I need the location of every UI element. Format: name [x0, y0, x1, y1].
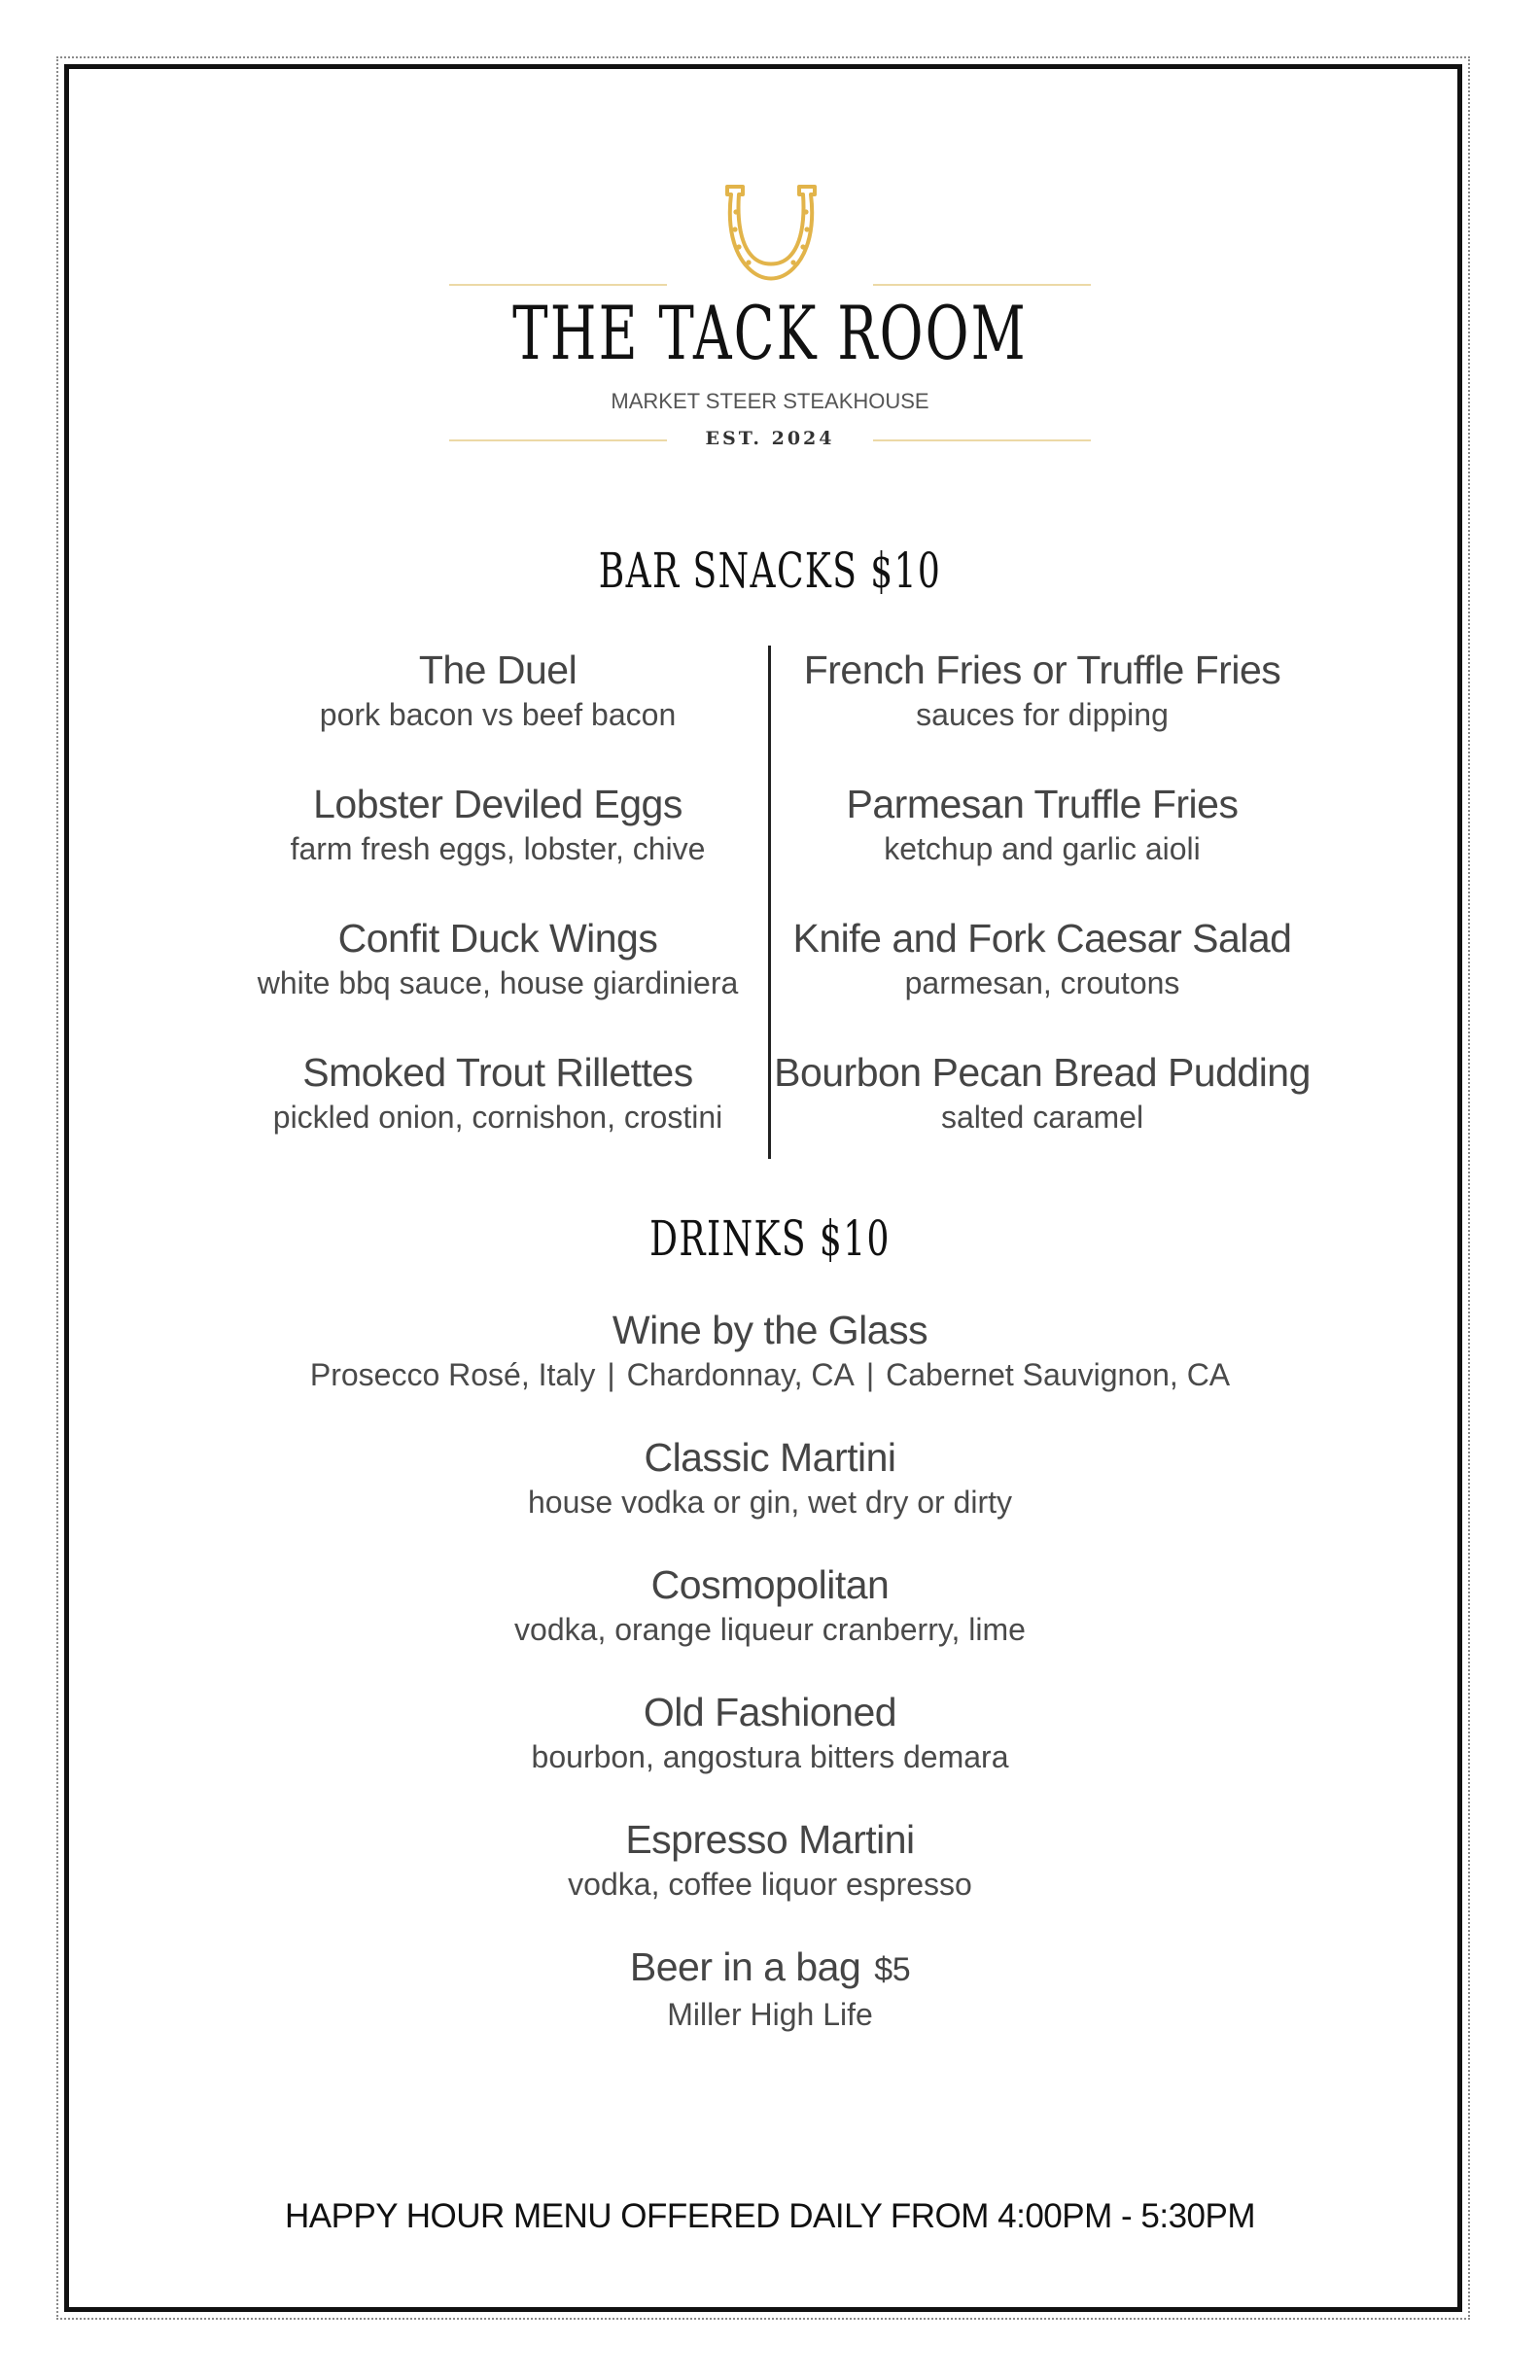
item-name: Smoked Trout Rillettes [302, 1050, 693, 1095]
item-name: Espresso Martini [625, 1817, 915, 1862]
drinks-list [0, 1305, 1540, 2069]
logo-rule-top-right [873, 284, 1091, 286]
item-name: Lobster Deviled Eggs [313, 782, 682, 826]
item-name: Cosmopolitan [650, 1562, 890, 1607]
separator: | [865, 1357, 875, 1392]
menu-item [226, 913, 770, 1047]
logo-rule-top-left [449, 284, 667, 286]
item-description: vodka, coffee liquor espresso [568, 1867, 972, 1902]
item-description: parmesan, croutons [904, 965, 1180, 1000]
wine-option: Chardonnay, CA [626, 1357, 855, 1392]
item-name: Beer in a bag [629, 1944, 861, 1989]
item-description: farm fresh eggs, lobster, chive [290, 831, 706, 866]
menu-item [226, 1047, 770, 1181]
brand-established: EST. 2024 [705, 428, 835, 449]
horseshoe-icon [719, 183, 822, 288]
item-name: Parmesan Truffle Fries [846, 782, 1239, 826]
wine-option: Cabernet Sauvignon, CA [886, 1357, 1231, 1392]
bar-snacks-left-column [226, 645, 770, 1181]
item-description: vodka, orange liqueur cranberry, lime [514, 1612, 1026, 1647]
item-description: ketchup and garlic aioli [884, 831, 1201, 866]
item-description: sauces for dipping [916, 697, 1169, 732]
item-description: salted caramel [940, 1100, 1144, 1135]
brand-subtitle: MARKET STEER STEAKHOUSE [611, 389, 929, 413]
item-description: Miller High Life [667, 1997, 873, 2032]
item-name: Wine by the Glass [612, 1308, 928, 1352]
menu-item-beer [0, 1942, 1540, 2069]
menu-item [0, 1687, 1540, 1814]
item-name: Knife and Fork Caesar Salad [792, 916, 1292, 961]
item-name: French Fries or Truffle Fries [803, 648, 1281, 692]
item-name: Classic Martini [644, 1435, 896, 1480]
wine-option: Prosecco Rosé, Italy [309, 1357, 596, 1392]
menu-item [770, 645, 1314, 779]
menu-item [0, 1559, 1540, 1687]
menu-item [770, 779, 1314, 913]
item-description: pickled onion, cornishon, crostini [272, 1100, 723, 1135]
item-name: Bourbon Pecan Bread Pudding [774, 1050, 1311, 1095]
item-description: pork bacon vs beef bacon [319, 697, 677, 732]
wine-options [0, 1355, 1540, 1394]
separator: | [607, 1357, 615, 1392]
menu-item [0, 1814, 1540, 1942]
item-description: white bbq sauce, house giardiniera [257, 965, 739, 1000]
happy-hour-footer: HAPPY HOUR MENU OFFERED DAILY FROM 4:00PM - 5:30PM [285, 2197, 1255, 2235]
item-description: house vodka or gin, wet dry or dirty [527, 1485, 1012, 1520]
bar-snacks-right-column [770, 645, 1314, 1181]
item-name: Confit Duck Wings [337, 916, 658, 961]
menu-item [226, 779, 770, 913]
menu-item [226, 645, 770, 779]
menu-item-wine [0, 1305, 1540, 1432]
item-name: The Duel [418, 648, 578, 692]
bar-snacks-heading: BAR SNACKS $10 [598, 542, 942, 599]
menu-item [770, 1047, 1314, 1181]
drinks-heading: DRINKS $10 [649, 1210, 891, 1267]
menu-item [770, 913, 1314, 1047]
item-price: $5 [874, 1951, 911, 1988]
item-description: bourbon, angostura bitters demara [531, 1739, 1009, 1774]
item-name: Old Fashioned [643, 1690, 897, 1734]
logo [0, 0, 1540, 467]
brand-title: THE TACK ROOM [512, 290, 1028, 376]
item-name-row [0, 1942, 1540, 1995]
menu-item [0, 1432, 1540, 1559]
